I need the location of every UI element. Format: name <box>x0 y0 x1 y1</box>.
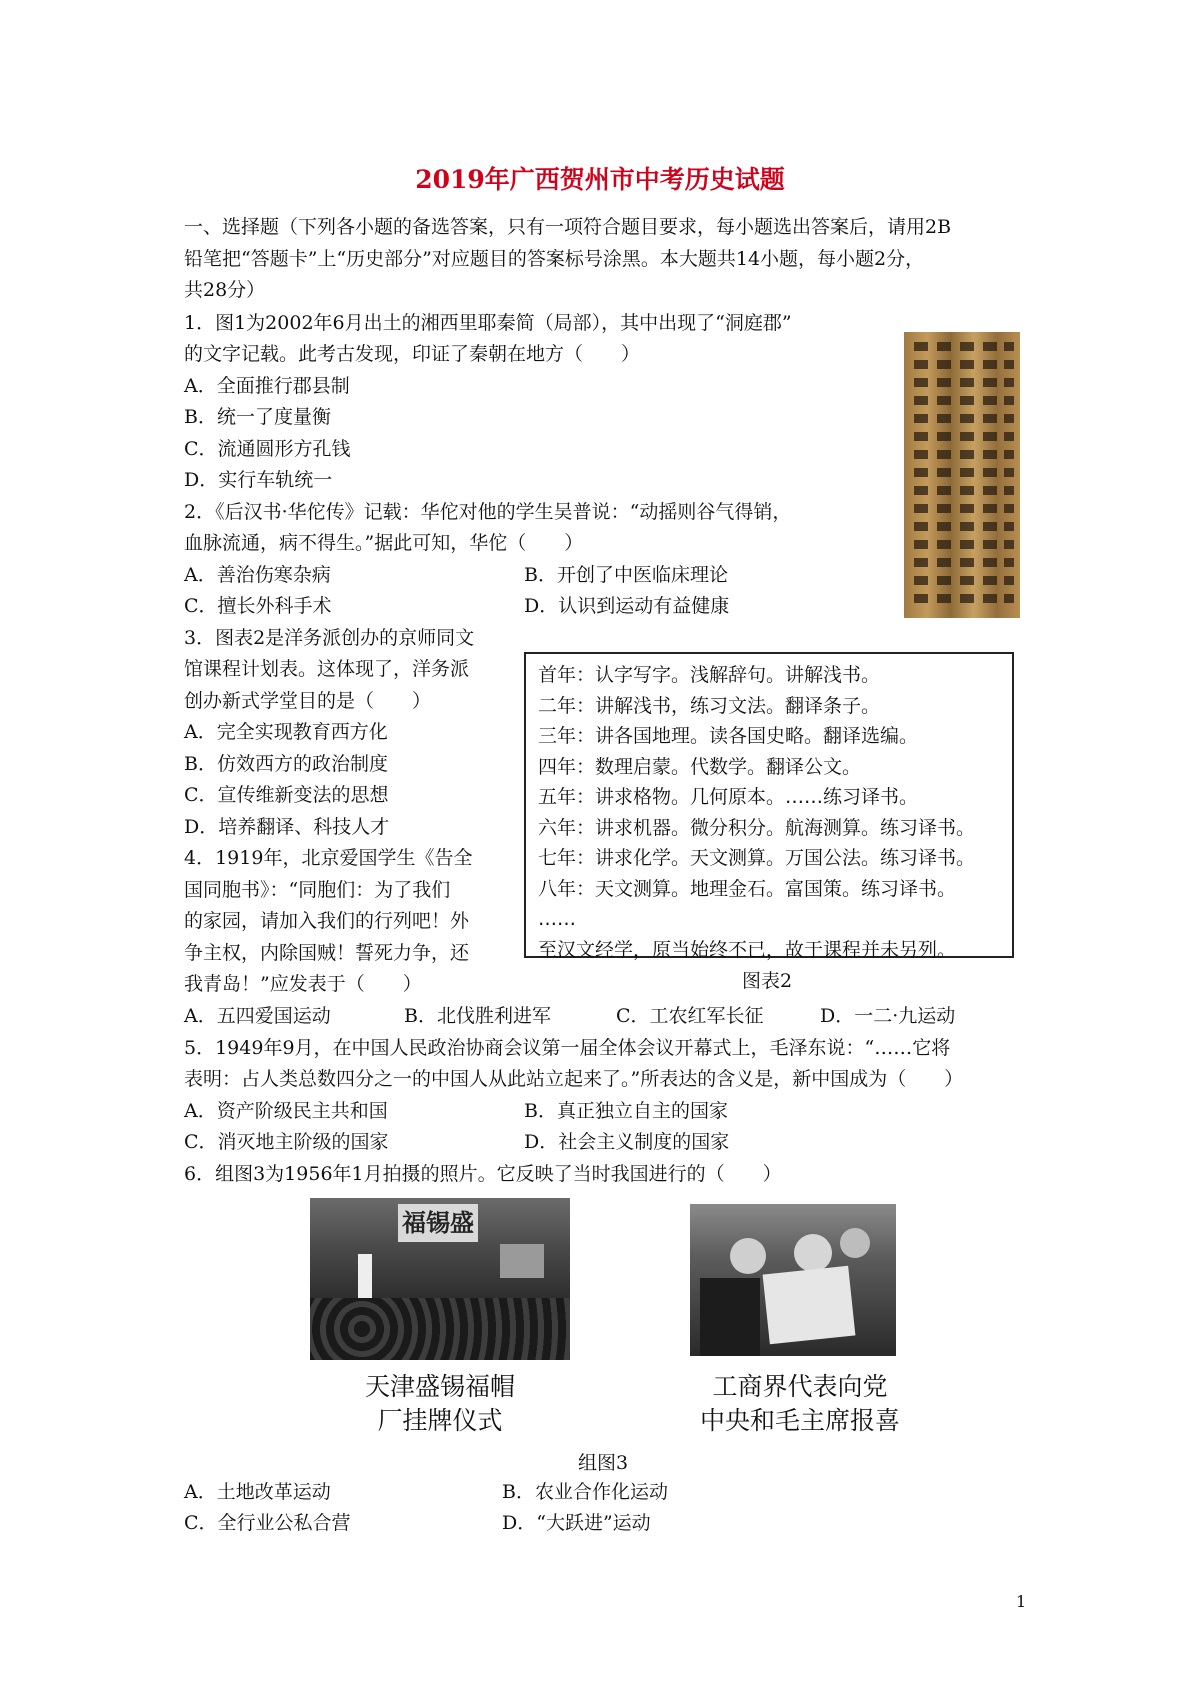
q1-stem-line-2: 的文字记载。此考古发现，印证了秦朝在地方（ ） <box>184 343 641 365</box>
q2-option-b: B．开创了中医临床理论 <box>524 564 728 586</box>
q1-option-b: B．统一了度量衡 <box>184 406 331 428</box>
q4-option-c: C．工农红军长征 <box>616 1005 764 1027</box>
photo-business-representatives <box>690 1204 896 1356</box>
q3-option-b: B．仿效西方的政治制度 <box>184 753 388 775</box>
q1-option-d: D．实行车轨统一 <box>184 469 333 491</box>
curriculum-table <box>524 652 1014 961</box>
q6-option-b: B．农业合作化运动 <box>502 1481 668 1503</box>
photo-right-caption-line-2: 中央和毛主席报喜 <box>699 1406 900 1435</box>
q3-option-a: A．完全实现教育西方化 <box>184 721 388 743</box>
q3-option-d: D．培养翻译、科技人才 <box>184 816 390 838</box>
q2-option-a: A．善治伤寒杂病 <box>184 564 331 586</box>
q4-option-a: A．五四爱国运动 <box>184 1005 331 1027</box>
photo-sign: 福锡盛 <box>398 1204 478 1242</box>
q4-stem-line-4: 争主权，内除国贼！誓死力争，还 <box>184 942 470 964</box>
q5-option-c: C．消灭地主阶级的国家 <box>184 1131 389 1153</box>
q5-option-d: D．社会主义制度的国家 <box>524 1131 730 1153</box>
photo-left-caption <box>310 1370 570 1438</box>
q3-stem-line-2: 馆课程计划表。这体现了，洋务派 <box>184 658 470 680</box>
q6-option-a: A．土地改革运动 <box>184 1481 331 1503</box>
table-row: …… <box>538 908 576 930</box>
q5-stem-line-2: 表明：占人类总数四分之一的中国人从此站立起来了。”所表达的含义是，新中国成为（ ） <box>184 1068 964 1090</box>
table-row: 四年：数理启蒙。代数学。翻译公文。 <box>538 755 862 778</box>
q6-option-d: D．“大跃进”运动 <box>502 1512 651 1534</box>
q4-stem-line-1: 4．1919年，北京爱国学生《告全 <box>184 847 473 869</box>
section-header-line-2: 铅笔把“答题卡”上“历史部分”对应题目的答案标号涂黑。本大题共14小题，每小题2分， <box>184 248 925 270</box>
table-row: 二年：讲解浅书，练习文法。翻译条子。 <box>538 694 881 717</box>
q1-option-a: A．全面推行郡县制 <box>184 375 350 397</box>
table-row: 七年：讲求化学。天文测算。万国公法。练习译书。 <box>538 847 976 869</box>
q1-stem-line-1: 1．图1为2002年6月出土的湘西里耶秦简（局部），其中出现了“洞庭郡” <box>184 312 792 334</box>
q4-option-d: D．一二·九运动 <box>820 1005 956 1027</box>
q5-option-b: B．真正独立自主的国家 <box>524 1100 728 1122</box>
qin-bamboo-slip-image <box>904 332 1020 618</box>
q5-stem-line-1: 5．1949年9月，在中国人民政治协商会议第一届全体会议开幕式上，毛泽东说：“……它将 <box>184 1037 951 1059</box>
table-row: 至汉文经学，原当始终不已，故于课程并未另列。 <box>538 938 957 961</box>
q4-stem-line-2: 国同胞书》：“同胞们：为了我们 <box>184 879 451 901</box>
q4-stem-line-5: 我青岛！”应发表于（ ） <box>184 973 422 995</box>
table2-caption: 图表2 <box>742 970 793 992</box>
q1-option-c: C．流通圆形方孔钱 <box>184 438 351 460</box>
section-header-line-1: 一、选择题（下列各小题的备选答案，只有一项符合题目要求，每小题选出答案后，请用2B <box>184 216 952 238</box>
photo-tianjin-hat-factory <box>310 1198 570 1360</box>
q3-stem-line-3: 创办新式学堂目的是（ ） <box>184 690 432 712</box>
photo-right-caption-line-1: 工商界代表向党 <box>712 1372 888 1401</box>
table-row: 三年：讲各国地理。读各国史略。翻译选编。 <box>538 725 919 747</box>
q6-stem: 6．组图3为1956年1月拍摄的照片。它反映了当时我国进行的（ ） <box>184 1163 782 1185</box>
q4-stem-line-3: 的家园，请加入我们的行列吧！外 <box>184 910 470 932</box>
section-header-line-3: 共28分） <box>184 279 266 301</box>
q3-stem-line-1: 3．图表2是洋务派创办的京师同文 <box>184 627 475 649</box>
group-figure-caption: 组图3 <box>578 1452 629 1474</box>
photo-left-caption-line-1: 天津盛锡福帽 <box>364 1372 515 1401</box>
table-row: 八年：天文测算。地理金石。富国策。练习译书。 <box>538 877 957 900</box>
table-row: 六年：讲求机器。微分积分。航海测算。练习译书。 <box>538 816 976 839</box>
q4-option-b: B．北伐胜利进军 <box>404 1005 551 1027</box>
table-row: 首年：认字写字。浅解辞句。讲解浅书。 <box>538 664 881 686</box>
q2-stem-line-1: 2．《后汉书·华佗传》记载：华佗对他的学生吴普说：“动摇则谷气得销， <box>184 501 792 523</box>
page-number: 1 <box>1016 1592 1027 1611</box>
q5-option-a: A．资产阶级民主共和国 <box>184 1100 388 1122</box>
q2-option-c: C．擅长外科手术 <box>184 595 332 617</box>
page-title: 2019年广西贺州市中考历史试题 <box>415 165 785 194</box>
q6-option-c: C．全行业公私合营 <box>184 1512 351 1534</box>
photo-right-caption <box>660 1370 940 1438</box>
photo-left-caption-line-2: 厂挂牌仪式 <box>377 1406 503 1435</box>
q2-stem-line-2: 血脉流通，病不得生。”据此可知，华佗（ ） <box>184 532 584 554</box>
q2-option-d: D．认识到运动有益健康 <box>524 595 730 617</box>
table-row: 五年：讲求格物。几何原本。……练习译书。 <box>538 786 919 808</box>
q3-option-c: C．宣传维新变法的思想 <box>184 784 389 806</box>
